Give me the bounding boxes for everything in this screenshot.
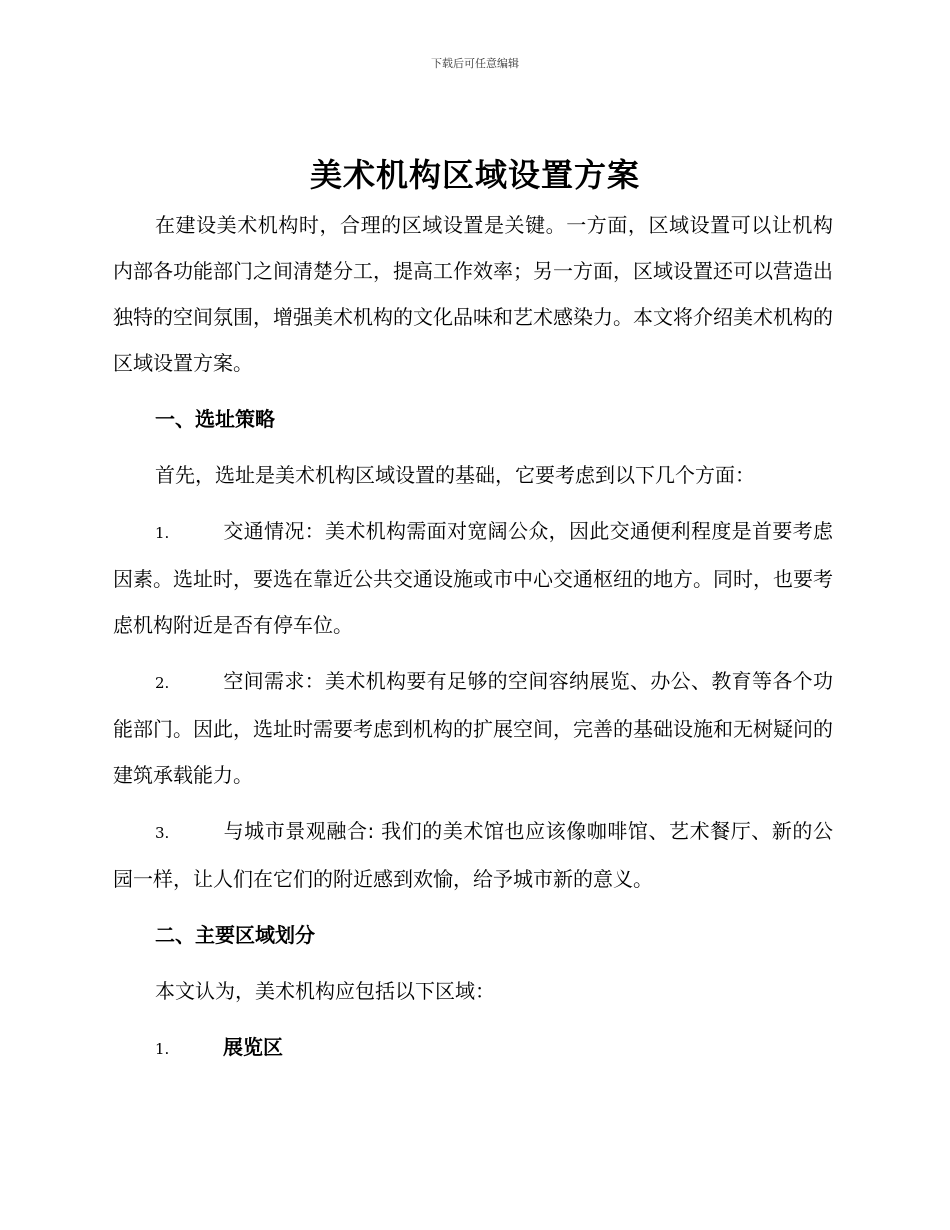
intro-paragraph: 在建设美术机构时，合理的区域设置是关键。一方面，区域设置可以让机构内部各功能部门之间清楚分工，提高工作效率；另一方面，区域设置还可以营造出独特的空间氛围，增强美术机构的文化品味和艺术感染力。本文将介绍美术机构的区域设置方案。 [113,213,833,375]
list-item-text: 交通情况：美术机构需面对宽阔公众，因此交通便利程度是首要考虑因素。选址时，要选在靠近公共交通设施或市中心交通枢纽的地方。同时，也要考虑机构附近是否有停车位。 [113,519,833,637]
section-lead-site-selection: 首先，选址是美术机构区域设置的基础，它要考虑到以下几个方面： [155,463,755,487]
list-item-number: 2. [155,674,170,692]
list-item-text: 展览区 [223,1035,283,1059]
list-item-text: 与城市景观融合: 我们的美术馆也应该像咖啡馆、艺术餐厅、新的公园一样，让人们在它们的附近感到欢愉，给予城市新的意义。 [113,819,833,891]
header-note: 下载后可任意编辑 [431,57,519,70]
list-item-number: 1. [155,524,170,542]
section-lead-zone-division: 本文认为，美术机构应包括以下区域： [155,979,495,1003]
document-body [113,202,833,1072]
document-title: 美术机构区域设置方案 [309,156,640,194]
list-item-text: 空间需求：美术机构要有足够的空间容纳展览、办公、教育等各个功能部门。因此，选址时需要考虑到机构的扩展空间，完善的基础设施和无树疑问的建筑承载能力。 [113,669,833,787]
list-item [113,658,833,798]
section-heading-site-selection: 一、选址策略 [155,407,275,431]
list-item [113,508,833,648]
list-item [113,1024,833,1072]
list-item [113,808,833,902]
list-item-number: 3. [155,824,170,842]
list-item-number: 1. [155,1040,170,1058]
section-heading-zone-division: 二、主要区域划分 [155,923,315,947]
